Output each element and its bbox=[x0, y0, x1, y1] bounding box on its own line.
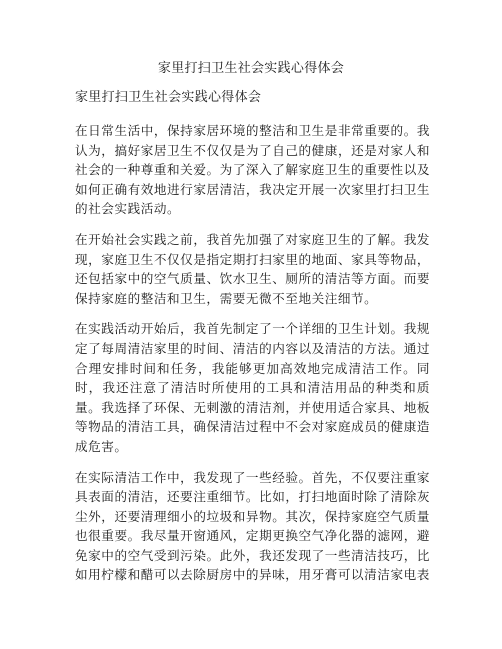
document-body bbox=[75, 121, 430, 596]
paragraph-understanding: 在开始社会实践之前，我首先加强了对家庭卫生的了解。我发现，家庭卫生不仅仅是指定期打扫家里的地面、家具等物品，还包括家中的空气质量、饮水卫生、厕所的清洁等方面。而要保持家庭的整洁和卫生，需要无微不至地关注细节。 bbox=[75, 231, 430, 306]
document-title: 家里打扫卫生社会实践心得体会 bbox=[157, 61, 345, 76]
paragraph-intro: 在日常生活中，保持家居环境的整洁和卫生是非常重要的。我认为，搞好家居卫生不仅仅是为了自己的健康，还是对家人和社会的一种尊重和关爱。为了深入了解家庭卫生的重要性以及如何正确有效地进行家居清洁，我决定开展一次家里打扫卫生的社会实践活动。 bbox=[75, 123, 430, 217]
paragraph-plan: 在实践活动开始后，我首先制定了一个详细的卫生计划。我规定了每周清洁家里的时间、清洁的内容以及清洁的方法。通过合理安排时间和任务，我能够更加高效地完成清洁工作。同时，我还注意了清洁时所使用的工具和清洁用品的种类和质量。我选择了环保、无刺激的清洁剂，并使用适合家具、地板等物品的清洁工具，确保清洁过程中不会对家庭成员的健康造成危害。 bbox=[75, 321, 430, 454]
document-subtitle: 家里打扫卫生社会实践心得体会 bbox=[75, 90, 262, 105]
paragraph-experience: 在实际清洁工作中，我发现了一些经验。首先，不仅要注重家具表面的清洁，还要注重细节。比如，打扫地面时除了清除灰尘外，还要清理细小的垃圾和异物。其次，保持家庭空气质量也很重要。我尽量开窗通风，定期更换空气净化器的滤网，避免家中的空气受到污染。此外，我还发现了一些清洁技巧，比如用柠檬和醋可以去除厨房中的异味，用牙膏可以清洁家电表 bbox=[75, 469, 430, 583]
